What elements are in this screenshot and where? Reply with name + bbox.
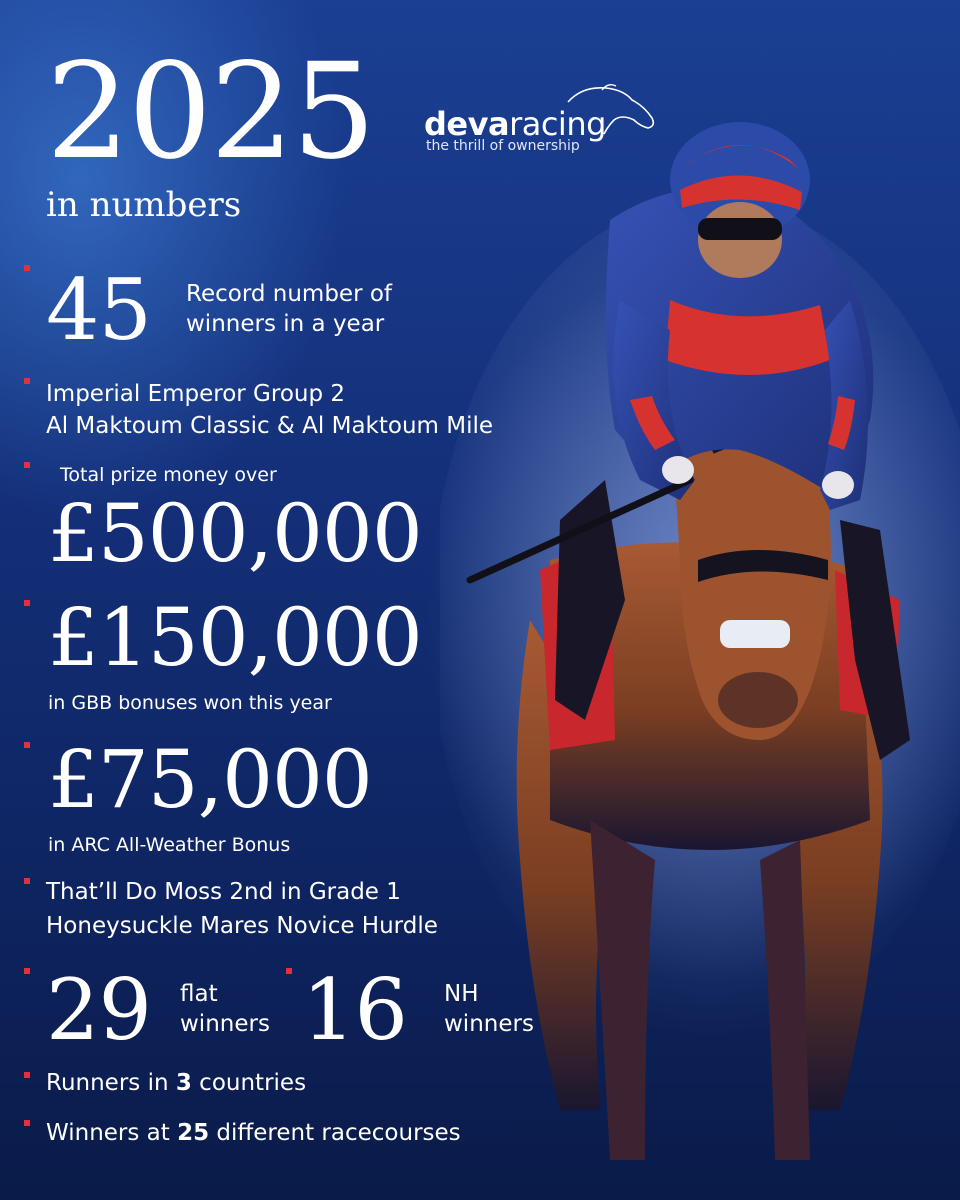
bullet-marker — [24, 742, 30, 748]
prize-amount: £500,000 — [48, 487, 422, 580]
bullet-marker — [24, 1072, 30, 1078]
bullet-marker — [24, 600, 30, 606]
flat-number: 29 — [46, 961, 151, 1059]
bullet-marker — [24, 265, 30, 271]
countries-count: 3 — [175, 1070, 192, 1096]
racecourses-text — [46, 1117, 461, 1149]
devaracing-logo — [424, 84, 664, 154]
winners-number: 45 — [46, 261, 151, 359]
racecourses-pre: Winners at — [46, 1120, 178, 1146]
logo-tagline: the thrill of ownership — [426, 138, 580, 154]
moss-line2: Honeysuckle Mares Novice Hurdle — [46, 913, 438, 939]
gbb-amount: £150,000 — [48, 591, 422, 684]
imperial-line2: Al Maktoum Classic & Al Maktoum Mile — [46, 413, 494, 439]
countries-text — [46, 1067, 306, 1099]
bullet-marker — [24, 462, 30, 468]
logo-wordmark — [424, 105, 606, 143]
bullet-marker — [24, 1120, 30, 1126]
winners-line2: winners in a year — [186, 311, 385, 337]
nh-line1: NH — [444, 981, 479, 1007]
arc-label: in ARC All-Weather Bonus — [48, 834, 291, 856]
racecourses-post: different racecourses — [209, 1120, 461, 1146]
logo-brand-light: racing — [509, 105, 606, 143]
imperial-line1: Imperial Emperor Group 2 — [46, 381, 346, 407]
bullet-marker — [24, 378, 30, 384]
moss-line1: That’ll Do Moss 2nd in Grade 1 — [46, 879, 401, 905]
prize-label: Total prize money over — [60, 464, 277, 486]
bullet-marker — [24, 878, 30, 884]
gbb-label: in GBB bonuses won this year — [48, 692, 332, 714]
year-subtitle: in numbers — [46, 185, 242, 225]
winners-line1: Record number of — [186, 281, 393, 307]
bullet-marker — [286, 968, 292, 974]
logo-brand-bold: deva — [424, 105, 510, 143]
year-title: 2025 — [46, 35, 374, 189]
countries-post: countries — [191, 1070, 307, 1096]
nh-number: 16 — [302, 961, 407, 1059]
bullet-marker — [24, 968, 30, 974]
arc-amount: £75,000 — [48, 733, 372, 826]
countries-pre: Runners in — [46, 1070, 176, 1096]
flat-line1: flat — [180, 981, 218, 1007]
flat-line2: winners — [180, 1011, 270, 1037]
nh-line2: winners — [444, 1011, 534, 1037]
racecourses-count: 25 — [177, 1120, 210, 1146]
